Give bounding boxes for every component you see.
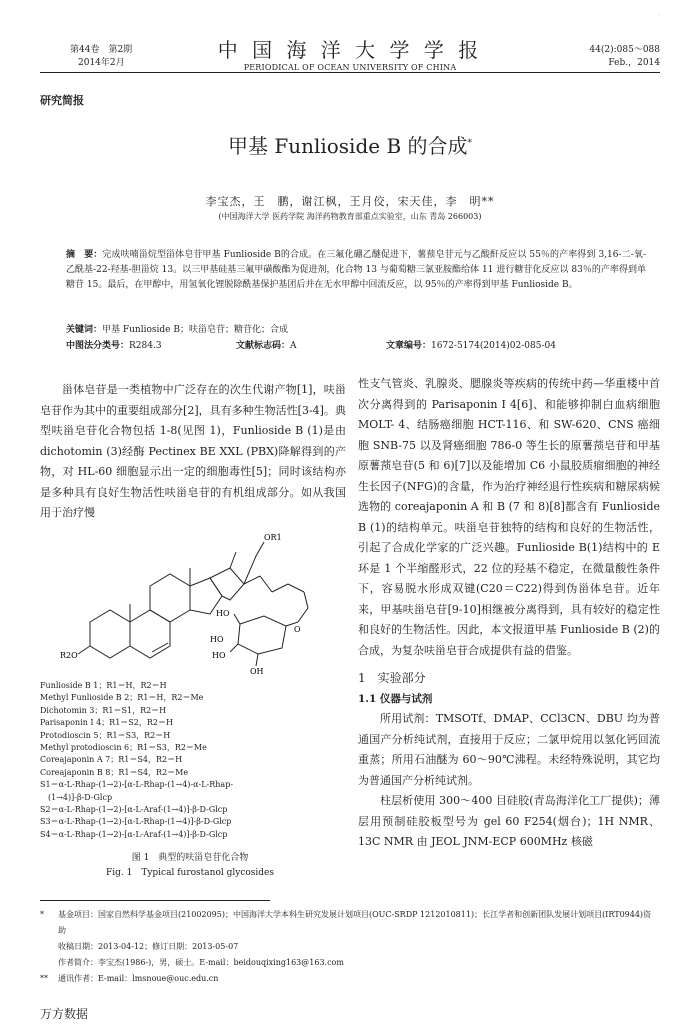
journal-title-cn: 中 国 海 洋 大 学 学 报 [217,38,483,62]
section-heading-experimental: 1 实验部分 [358,671,426,685]
page-info [589,44,660,70]
label-o: O [294,625,301,634]
intro-left-column: 甾体皂苷是一类植物中广泛存在的次生代谢产物[1]，呋甾皂苷作为其中的重要组成部分[2]，具有多种生物活性[3-4]。典型呋甾皂苷化合物包括 1-8(见图 1)，Funlioside B (1)是由 dichotomin (3)经酶 Pectinex BE XXL (PBX)降解得到的产物，对 HL-60 细胞显示出一定的细胞毒性[5]；同时该结构亦是多种具有良好生物活性呋甾皂苷的有机组成部分。如从我国用于治疗慢 [40,383,346,519]
abstract [66,248,646,293]
legend-line: Methyl protodioscin 6；R1＝S3，R2＝Me [40,743,207,753]
intro-right-column [358,374,660,853]
corresponding-author: 通讯作者：E-mail：lmsnoue@ouc.edu.cn [58,974,219,983]
article-value: 1672-5174(2014)02-085-04 [431,341,556,351]
legend-line: S3＝α-L-Rhap-(1→2)-[α-L-Rhap-(1→4)]-β-D-Glcp [40,817,232,827]
figure-caption-en: Fig. 1 Typical furostanol glycosides [106,868,274,878]
title-footnote-mark: * [467,138,473,149]
footnotes [40,907,658,987]
funding-note: 基金项目：国家自然科学基金项目(21002095)；中国海洋大学本科生研究发展计划项目(OUC-SRDP 1212010811)；长江学者和创新团队发展计划项目(IRT0944)资助 [58,910,652,935]
label-r2o: R2O [60,651,78,660]
legend-line: S4＝α-L-Rhap-(1→2)-[α-L-Araf-(1→4)]-β-D-Glcp [40,829,228,839]
legend-line: S2＝α-L-Rhap-(1→2)-[α-L-Araf-(1→4)]-β-D-Glcp [40,805,228,815]
legend-line: Methyl Funlioside B 2；R1＝H，R2＝Me [40,693,204,703]
volume-issue: 第44卷 第2期 [70,45,133,55]
journal-title-en: PERIODICAL OF OCEAN UNIVERSITY OF CHINA [243,63,457,72]
legend-line: Coreajaponin B 8；R1＝S4，R2＝Me [40,767,189,777]
wanfang-watermark: 万方数据 [40,1007,89,1021]
chromatography-paragraph: 柱层析使用 300～400 目硅胶(青岛海洋化工厂提供)；薄层用预制硅胶板型号为 gel 60 F254(烟台)；1H NMR、13C NMR 由 JEOL JNM-ECP 600MHz 核磁 [358,794,660,848]
issue-info [70,44,132,70]
label-or1: OR1 [264,533,282,542]
legend-line: S1＝α-L-Rhap-(1→2)-[α-L-Rhap-(1→4)-α-L-Rhap- [40,780,234,790]
corner-mark: · [658,12,660,19]
issue-date-en: Feb.，2014 [608,58,660,68]
legend-line: Funlioside B 1；R1＝H，R2＝H [40,681,167,690]
ring-a [90,610,130,658]
figure-caption [40,851,340,881]
intro-right-text: 性支气管炎、乳腺炎、腮腺炎等疾病的传统中药—华重楼中首次分离得到的 Parisaponin I 4[6]、和能够抑制白血病细胞 MOLT- 4、结肠癌细胞 HCT-116、和 SW-620、CNS 癌细胞 SNB-75 以及肾癌细胞 786-0 等生长的原薯蓣皂苷和甲基原薯蓣皂苷(5 和 6)[7]以及能增加 C6 小鼠胶质瘤细胞的神经生长因子(NFG)的含量，作为治疗神经退行性疾病和糖尿病候选物的 coreajaponin A 和 B (7 和 8)[8]都含有 Funlioside B (1)的结构单元。呋甾皂苷独特的结构和良好的生物活性，引起了合成化学家的广泛兴趣。Funlioside B(1)结构中的 E 环是 1 个半缩醛形式，22 位的羟基不稳定，在微量酸性条件下，容易脱水形成双键(C20＝C22)得到伪甾体皂苷。近年来，甲基呋甾皂苷[9-10]相继被分离得到，具有较好的稳定性和良好的生物活性。因此，本文报道甲基 Funlioside B (2)的合成，为复杂呋甾皂苷合成提供有益的借鉴。 [358,377,660,657]
legend-line: Coreajaponin A 7；R1＝S4，R2＝H [40,755,183,765]
ring-e [210,568,244,600]
furostanol-structure-figure [60,512,330,674]
article-label: 文章编号： [386,341,432,351]
page-range: 44(2):085～088 [589,45,660,55]
ring-c [150,574,190,622]
doc-label: 文献标志码： [236,341,291,351]
abstract-text: 完成呋喃甾烷型甾体皂苷甲基 Funlioside B的合成。在三氟化硼乙醚促进下，薯蓣皂苷元与乙酸酐反应以 55％的产率得到 3,16-二-氧-乙酰基-22-羟基-胆甾烷 13。以三甲基硅基三氟甲磺酸酯为促进剂，化合物 13 与葡萄糖三氯亚胺酯给体 11 进行糖苷化反应以 83％的产率得到单糖苷 15。最后，在甲醇中，用氢氧化锂脱除酰基保护基团后并在无水甲醇中回流反应，以 95％的产率得到甲基 Funlioside B。 [66,250,646,290]
keywords-label: 关键词： [66,325,103,335]
footnote-mark-star: * [40,910,44,919]
label-oh: OH [250,667,264,674]
paper-title-text: 甲基 Funlioside B 的合成 [227,134,468,158]
received-date: 收稿日期：2013-04-12；修订日期：2013-05-07 [58,942,239,951]
classification-line [66,338,656,351]
subsection-heading-instruments: 1.1 仪器与试剂 [358,693,433,705]
section-label: 研究简报 [40,94,84,107]
author-list: 李宝杰，王 鹏，谢江枫，王月佼，宋天佳，李 明** [205,195,495,208]
reagents-paragraph: 所用试剂：TMSOTf、DMAP、CCl3CN、DBU 均为普通国产分析纯试剂，直接用于反应；二氯甲烷用以氢化钙回流重蒸；所用石油醚为 60～90℃沸程。未经特殊说明，其它均为普通国产分析纯试剂。 [358,712,660,787]
figure-caption-cn: 图 1 典型的呋甾皂苷化合物 [131,853,249,863]
author-bio: 作者简介：李宝杰(1986-)，男，硕士。E-mail：beidouqixing163@163.com [58,958,344,967]
header-divider [40,72,660,73]
issue-date-cn: 2014年2月 [78,58,125,68]
abstract-label: 摘 要： [66,250,103,260]
ring-b [130,610,170,658]
legend-line: (1→4)]-β-D-Glcp [40,792,113,802]
legend-line: Parisaponin I 4；R1＝S2，R2＝H [40,718,173,728]
figure-legend [40,680,330,841]
clc-value: R284.3 [129,341,162,351]
legend-line: Dichotomin 3；R1＝S1，R2＝H [40,705,167,715]
doc-value: A [290,341,297,351]
keywords [66,322,288,335]
affiliation: (中国海洋大学 医药学院 海洋药物教育部重点实验室，山东 青岛 266003) [218,212,482,221]
label-ho-2: HO [210,635,224,644]
footnote-divider [40,900,270,901]
footnote-mark-dstar: ** [40,974,48,983]
clc-label: 中图法分类号： [66,341,130,351]
keywords-text: 甲基 Funlioside B；呋甾皂苷；糖苷化；合成 [102,325,288,335]
label-ho-1: HO [216,609,230,618]
journal-title [200,38,500,74]
legend-line: Protodioscin 5；R1＝S3，R2＝H [40,730,171,740]
paper-title [0,130,700,159]
label-ho-3: HO [212,651,226,660]
